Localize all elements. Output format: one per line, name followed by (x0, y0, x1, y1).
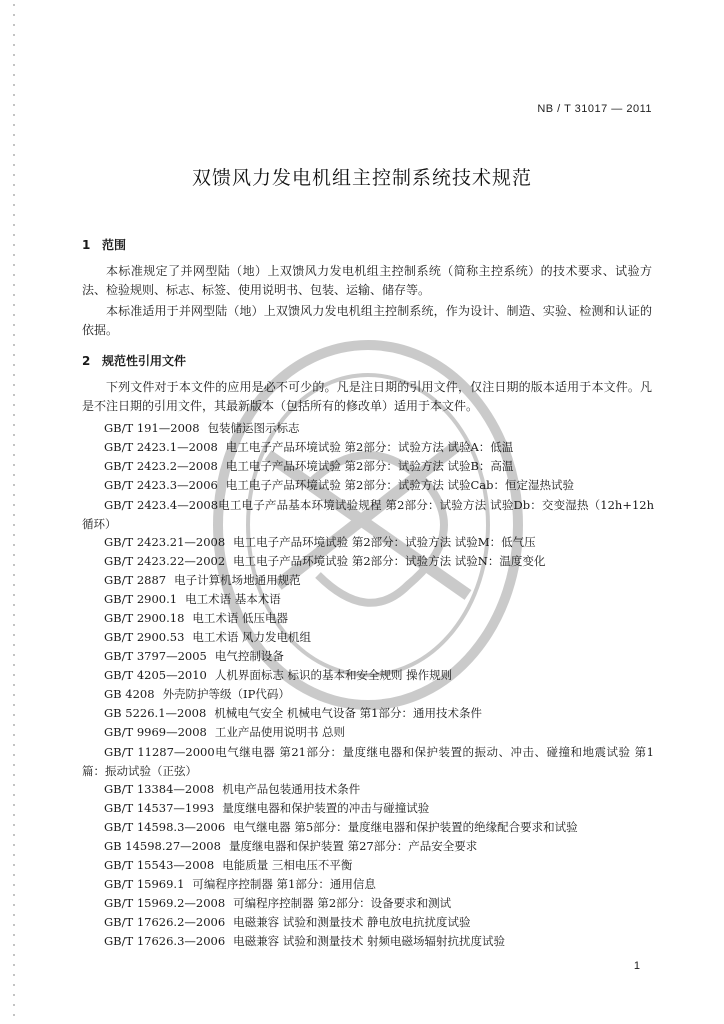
reference-title: 电工电子产品环境试验 第2部分：试验方法 试验N：温度变化 (233, 554, 546, 568)
section-2-number: 2 (82, 354, 91, 368)
reference-item (104, 686, 290, 702)
reference-item (104, 724, 345, 740)
page-number: 1 (633, 960, 640, 972)
reference-title: 电工电子产品环境试验 第2部分：试验方法 试验M：低气压 (233, 535, 536, 549)
reference-item (104, 819, 578, 835)
reference-title: 电气继电器 第5部分：量度继电器和保护装置的绝缘配合要求和试验 (233, 820, 578, 834)
reference-code: GB/T 191—2008 (104, 421, 200, 435)
reference-title: 电气继电器 第21部分：量度继电器和保护装置的振动、冲击、碰撞和地震试验 第1篇：振动试验（正弦） (82, 745, 654, 778)
reference-title: 电气控制设备 (214, 649, 284, 663)
reference-code: GB 5226.1—2008 (104, 706, 207, 720)
reference-code: GB/T 2887 (104, 573, 167, 587)
reference-item (104, 914, 470, 930)
reference-title: 电工电子产品环境试验 第2部分：试验方法 试验Cab：恒定湿热试验 (225, 478, 574, 492)
reference-code: GB/T 17626.2—2006 (104, 915, 226, 929)
reference-item (104, 629, 311, 645)
reference-code: GB/T 2423.4—2008 (104, 498, 219, 512)
reference-item (104, 534, 536, 550)
section-1-paragraph-2: 本标准适用于并网型陆（地）上双馈风力发电机组主控制系统，作为设计、制造、实验、检测和认证的依据。 (82, 304, 652, 337)
reference-code: GB/T 11287—2000 (104, 745, 215, 759)
reference-code: GB/T 17626.3—2006 (104, 934, 226, 948)
reference-title: 电工电子产品环境试验 第2部分：试验方法 试验B：高温 (225, 459, 514, 473)
reference-title: 电工术语 低压电器 (192, 611, 289, 625)
reference-item (104, 857, 352, 873)
reference-item (104, 439, 513, 455)
reference-code: GB/T 2423.22—2002 (104, 554, 226, 568)
reference-item (104, 420, 300, 436)
reference-code: GB/T 3797—2005 (104, 649, 207, 663)
section-2-title: 规范性引用文件 (102, 354, 187, 368)
section-2-intro: 下列文件对于本文件的应用是必不可少的。凡是注日期的引用文件，仅注日期的版本适用于本文件。凡是不注日期的引用文件，其最新版本（包括所有的修改单）适用于本文件。 (82, 380, 652, 413)
reference-code: GB/T 2900.18 (104, 611, 185, 625)
reference-title: 量度继电器和保护装置的冲击与碰撞试验 (222, 801, 430, 815)
standard-code: NB / T 31017 — 2011 (537, 103, 652, 115)
reference-item (104, 667, 452, 683)
reference-title: 机械电气安全 机械电气设备 第1部分：通用技术条件 (214, 706, 482, 720)
reference-title: 量度继电器和保护装置 第27部分：产品安全要求 (228, 839, 478, 853)
reference-item (104, 933, 505, 949)
reference-item (104, 477, 574, 493)
page-title: 双馈风力发电机组主控制系统技术规范 (191, 167, 532, 189)
reference-item (104, 895, 451, 911)
section-1-title: 范围 (102, 238, 127, 252)
reference-code: GB/T 2423.21—2008 (104, 535, 226, 549)
binding-holes (12, 0, 16, 1024)
reference-item (104, 591, 281, 607)
reference-title: 电能质量 三相电压不平衡 (222, 858, 353, 872)
reference-item (82, 496, 654, 534)
section-1-number: 1 (82, 238, 91, 252)
reference-code: GB/T 4205—2010 (104, 668, 207, 682)
reference-code: GB/T 2900.53 (104, 630, 185, 644)
reference-title: 包装储运图示标志 (207, 421, 300, 435)
reference-code: GB 4208 (104, 687, 155, 701)
reference-code: GB/T 14537—1993 (104, 801, 215, 815)
reference-item (104, 705, 482, 721)
reference-code: GB/T 15543—2008 (104, 858, 215, 872)
reference-title: 电工术语 风力发电机组 (192, 630, 312, 644)
reference-title: 电子计算机场地通用规范 (174, 573, 301, 587)
reference-code: GB 14598.27—2008 (104, 839, 221, 853)
reference-title: 可编程序控制器 第1部分：通用信息 (192, 877, 376, 891)
section-1-paragraph-1: 本标准规定了并网型陆（地）上双馈风力发电机组主控制系统（简称主控系统）的技术要求、试验方法、检验规则、标志、标签、使用说明书、包装、运输、储存等。 (82, 264, 652, 297)
reference-code: GB/T 2423.3—2006 (104, 478, 218, 492)
reference-item (104, 838, 477, 854)
reference-title: 电磁兼容 试验和测量技术 静电放电抗扰度试验 (233, 915, 471, 929)
reference-item (104, 553, 545, 569)
reference-code: GB/T 9969—2008 (104, 725, 207, 739)
reference-title: 电工电子产品基本环境试验规程 第2部分：试验方法 试验Db：交变湿热（12h+12h 循环） (82, 498, 655, 531)
reference-code: GB/T 2423.2—2008 (104, 459, 218, 473)
reference-title: 外壳防护等级（IP代码） (162, 687, 290, 701)
reference-title: 机电产品包装通用技术条件 (222, 782, 361, 796)
reference-title: 人机界面标志 标识的基本和安全规则 操作规则 (214, 668, 453, 682)
reference-title: 工业产品使用说明书 总则 (214, 725, 346, 739)
reference-title: 电磁兼容 试验和测量技术 射频电磁场辐射抗扰度试验 (233, 934, 505, 948)
reference-item (104, 876, 376, 892)
reference-title: 可编程序控制器 第2部分：设备要求和测试 (233, 896, 452, 910)
reference-item (104, 610, 288, 626)
reference-title: 电工电子产品环境试验 第2部分：试验方法 试验A：低温 (225, 440, 514, 454)
section-2-heading (82, 352, 186, 369)
reference-title: 电工术语 基本术语 (185, 592, 281, 606)
reference-item (104, 781, 360, 797)
reference-item (104, 458, 513, 474)
reference-item (104, 572, 301, 588)
section-1-heading (82, 236, 126, 253)
reference-item (82, 743, 654, 781)
reference-item (104, 800, 429, 816)
reference-item (104, 648, 284, 664)
reference-code: GB/T 13384—2008 (104, 782, 215, 796)
reference-code: GB/T 15969.1 (104, 877, 185, 891)
reference-code: GB/T 2423.1—2008 (104, 440, 218, 454)
reference-code: GB/T 2900.1 (104, 592, 178, 606)
reference-code: GB/T 14598.3—2006 (104, 820, 226, 834)
reference-code: GB/T 15969.2—2008 (104, 896, 226, 910)
